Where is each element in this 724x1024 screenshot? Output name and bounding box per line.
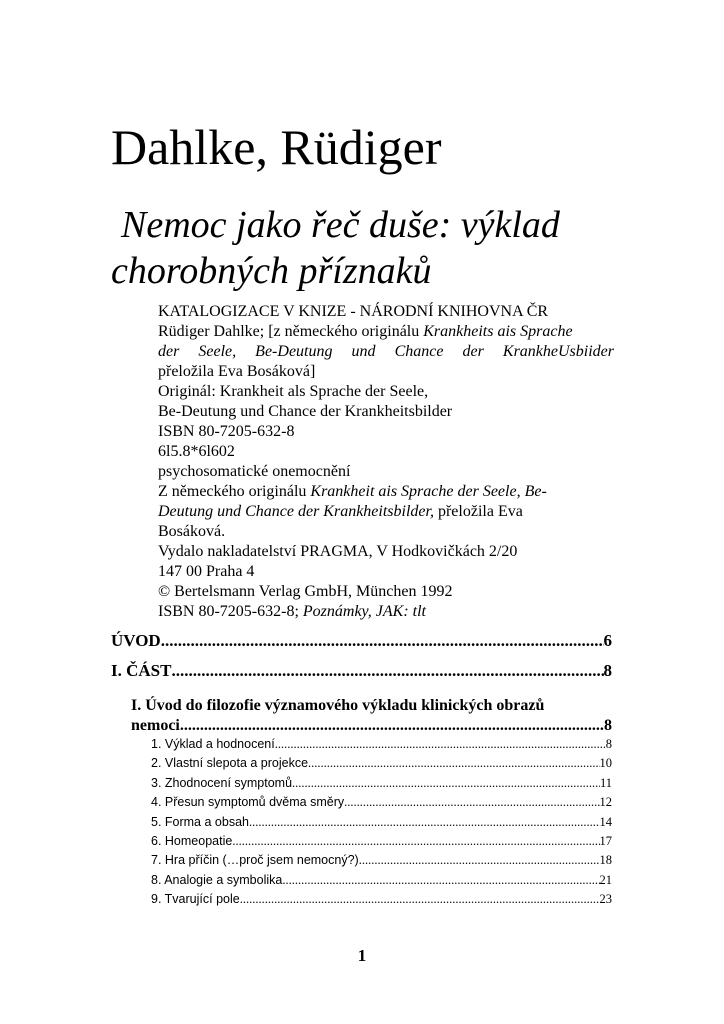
toc-page-number: 8 bbox=[604, 717, 612, 734]
toc-dot-leader bbox=[240, 890, 600, 909]
toc-page-number: 10 bbox=[599, 756, 612, 771]
toc-dot-leader bbox=[275, 735, 606, 754]
catalog-line: Bosáková. bbox=[158, 523, 226, 540]
toc-entry-label-continued: nemoci bbox=[131, 717, 180, 734]
toc-section-label: 6. Homeopatie bbox=[151, 834, 233, 849]
catalog-italic-text: Poznámky, JAK: tlt bbox=[302, 603, 426, 620]
toc-section-label: 5. Forma a obsah bbox=[151, 814, 249, 829]
catalog-line: 147 00 Praha 4 bbox=[158, 563, 255, 580]
toc-section-label: 4. Přesun symptomů dvěma směry bbox=[151, 795, 345, 810]
toc-section-item[interactable] bbox=[111, 851, 612, 870]
toc-section-item[interactable] bbox=[111, 832, 612, 851]
toc-dot-leader bbox=[161, 631, 604, 651]
catalog-line bbox=[158, 322, 614, 342]
toc-section-item[interactable] bbox=[111, 813, 612, 832]
toc-section-item[interactable] bbox=[111, 735, 612, 754]
catalog-line bbox=[158, 482, 614, 502]
catalog-line: psychosomatické onemocnění bbox=[158, 463, 351, 480]
toc-entry-label: I. ČÁST bbox=[111, 661, 172, 680]
toc-entry-label: I. Úvod do filozofie významového výkladu klinických obrazů bbox=[131, 697, 545, 714]
toc-page-number: 12 bbox=[599, 795, 612, 810]
toc-page-number: 17 bbox=[599, 834, 612, 849]
catalog-line: Originál: Krankheit als Sprache der Seele, bbox=[158, 383, 429, 400]
toc-section-label: 9. Tvarující pole bbox=[151, 892, 240, 907]
toc-section-label: 7. Hra příčin (…proč jsem nemocný?) bbox=[151, 853, 359, 868]
toc-entry-part-1[interactable] bbox=[111, 661, 612, 681]
toc-dot-leader bbox=[180, 716, 604, 736]
toc-section-item[interactable] bbox=[111, 793, 612, 812]
catalog-record bbox=[158, 302, 614, 622]
title-line-1: Nemoc jako řeč duše: výklad bbox=[121, 204, 560, 246]
catalog-italic-text: Krankheit ais Sprache der Seele, Be- bbox=[310, 483, 547, 500]
toc-section-label: 3. Zhodnocení symptomů bbox=[151, 775, 293, 790]
toc-section-label: 1. Výklad a hodnocení bbox=[151, 737, 275, 751]
catalog-header: KATALOGIZACE V KNIZE - NÁRODNÍ KNIHOVNA ČR bbox=[158, 303, 549, 320]
catalog-text: přeložila Eva bbox=[433, 503, 523, 520]
toc-page-number: 14 bbox=[599, 814, 612, 829]
toc-page-number: 21 bbox=[599, 872, 612, 887]
toc-section-label: 2. Vlastní slepota a projekce bbox=[151, 756, 309, 771]
toc-page-number: 8 bbox=[605, 737, 612, 751]
toc-page-number: 23 bbox=[599, 892, 612, 907]
toc-dot-leader bbox=[308, 754, 599, 773]
toc-section-item[interactable] bbox=[111, 774, 612, 793]
title-line-2: chorobných příznaků bbox=[111, 250, 432, 292]
catalog-line bbox=[158, 602, 614, 622]
catalog-isbn: ISBN 80-7205-632-8 bbox=[158, 423, 295, 440]
catalog-text: Rüdiger Dahlke; [z německého originálu bbox=[158, 323, 424, 340]
catalog-line: 6l5.8*6l602 bbox=[158, 443, 235, 460]
toc-dot-leader bbox=[249, 813, 600, 832]
catalog-publisher: Vydalo nakladatelství PRAGMA, V Hodkovičkách 2/20 bbox=[158, 543, 518, 560]
toc-page-number: 11 bbox=[599, 775, 612, 790]
toc-section-item[interactable] bbox=[111, 754, 612, 773]
toc-entry-chapter-1[interactable] bbox=[111, 696, 612, 736]
catalog-text: ISBN 80-7205-632-8; bbox=[158, 603, 303, 620]
catalog-line bbox=[158, 342, 614, 362]
toc-section-list bbox=[111, 735, 612, 910]
catalog-line: Be-Deutung und Chance der Krankheitsbilder bbox=[158, 403, 453, 420]
catalog-italic-text: Deutung und Chance der Krankheitsbilder, bbox=[158, 503, 434, 520]
catalog-italic-text: der Seele, Be-Deutung und Chance der KrankheUsbiider bbox=[158, 343, 614, 360]
toc-dot-leader bbox=[171, 661, 603, 681]
toc-page-number: 8 bbox=[603, 661, 612, 680]
toc-section-item[interactable] bbox=[111, 871, 612, 890]
catalog-copyright: © Bertelsmann Verlag GmbH, München 1992 bbox=[158, 583, 453, 600]
toc-entry-uvod[interactable] bbox=[111, 631, 612, 651]
toc-dot-leader bbox=[344, 793, 599, 812]
toc-dot-leader bbox=[282, 871, 599, 890]
toc-page-number: 18 bbox=[599, 853, 612, 868]
catalog-italic-text: Krankheits ais Sprache bbox=[423, 323, 573, 340]
catalog-text: Z německého originálu bbox=[158, 483, 311, 500]
toc-dot-leader bbox=[359, 851, 600, 870]
catalog-line bbox=[158, 502, 614, 522]
catalog-line: přeložila Eva Bosáková] bbox=[158, 363, 316, 380]
toc-section-label: 8. Analogie a symbolika bbox=[151, 872, 283, 887]
toc-dot-leader bbox=[232, 832, 599, 851]
author-heading: Dahlke, Rüdiger bbox=[111, 119, 442, 175]
book-title bbox=[111, 202, 631, 294]
toc-entry-label: ÚVOD bbox=[111, 631, 161, 650]
toc-page-number: 6 bbox=[603, 631, 612, 650]
page-number: 1 bbox=[357, 946, 367, 965]
toc-section-item[interactable] bbox=[111, 890, 612, 909]
toc-dot-leader bbox=[292, 774, 600, 793]
